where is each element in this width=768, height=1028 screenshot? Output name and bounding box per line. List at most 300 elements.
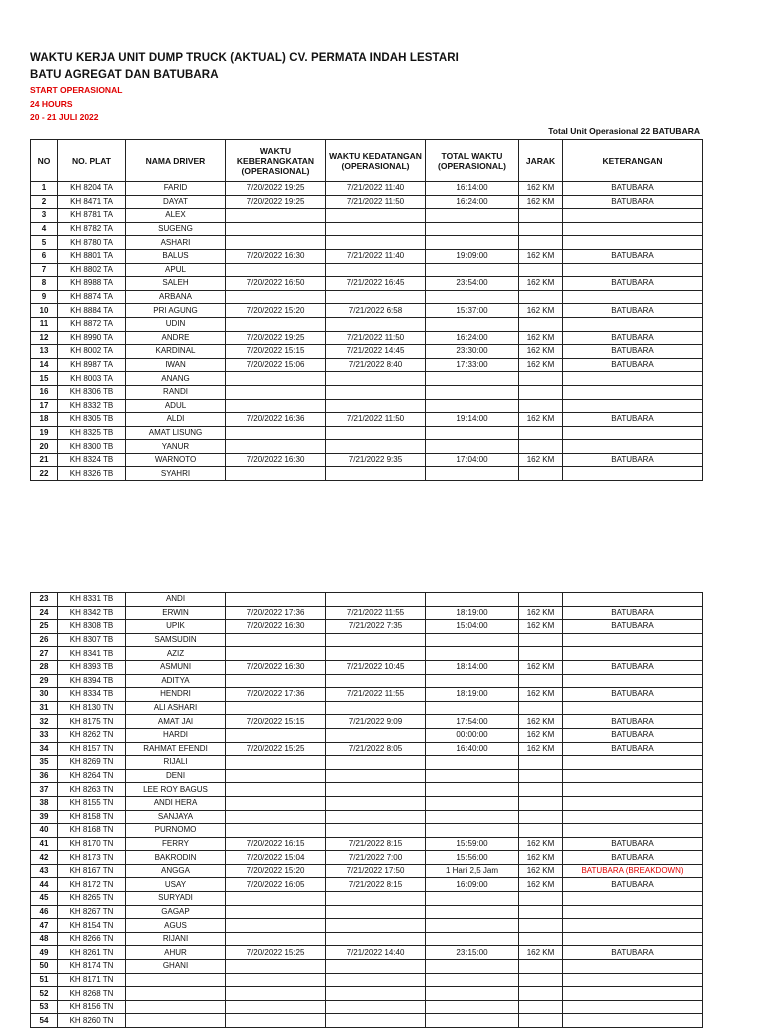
cell-departure: 7/20/2022 16:50	[226, 277, 326, 291]
cell-driver: HARDI	[126, 728, 226, 742]
document-subtitle: BATU AGREGAT DAN BATUBARA	[30, 69, 219, 81]
cell-departure	[226, 467, 326, 481]
cell-no: 41	[31, 837, 58, 851]
cell-no: 1	[31, 182, 58, 196]
cell-distance	[519, 701, 563, 715]
cell-no: 45	[31, 892, 58, 906]
cell-no: 52	[31, 987, 58, 1001]
cell-remarks: BATUBARA	[563, 358, 703, 372]
cell-driver: FERRY	[126, 837, 226, 851]
cell-total-time: 16:40:00	[426, 742, 519, 756]
cell-driver: DENI	[126, 769, 226, 783]
table-row	[31, 796, 703, 810]
cell-arrival	[326, 263, 426, 277]
cell-driver	[126, 973, 226, 987]
cell-distance	[519, 756, 563, 770]
cell-no: 4	[31, 222, 58, 236]
cell-driver: RAHMAT EFENDI	[126, 742, 226, 756]
cell-driver: KARDINAL	[126, 345, 226, 359]
cell-plate: KH 8306 TB	[58, 385, 126, 399]
cell-total-time	[426, 593, 519, 607]
cell-total-time	[426, 701, 519, 715]
table-row	[31, 345, 703, 359]
cell-remarks	[563, 236, 703, 250]
cell-distance: 162 KM	[519, 851, 563, 865]
cell-remarks	[563, 987, 703, 1001]
cell-plate: KH 8324 TB	[58, 453, 126, 467]
cell-total-time	[426, 769, 519, 783]
cell-distance	[519, 932, 563, 946]
cell-driver: ALEX	[126, 209, 226, 223]
cell-distance: 162 KM	[519, 195, 563, 209]
cell-total-time: 18:19:00	[426, 606, 519, 620]
cell-distance	[519, 905, 563, 919]
cell-plate: KH 8130 TN	[58, 701, 126, 715]
cell-driver: YANUR	[126, 440, 226, 454]
cell-driver: AMAT LISUNG	[126, 426, 226, 440]
cell-arrival	[326, 783, 426, 797]
cell-total-time: 16:09:00	[426, 878, 519, 892]
cell-plate: KH 8167 TN	[58, 864, 126, 878]
header-distance: JARAK	[519, 140, 563, 182]
cell-remarks	[563, 932, 703, 946]
cell-distance: 162 KM	[519, 946, 563, 960]
cell-driver: WARNOTO	[126, 453, 226, 467]
cell-remarks: BATUBARA	[563, 331, 703, 345]
table-row	[31, 742, 703, 756]
cell-distance	[519, 783, 563, 797]
cell-driver: HENDRI	[126, 688, 226, 702]
cell-no: 23	[31, 593, 58, 607]
cell-arrival: 7/21/2022 9:35	[326, 453, 426, 467]
cell-total-time: 15:56:00	[426, 851, 519, 865]
table-row	[31, 769, 703, 783]
table-row	[31, 810, 703, 824]
cell-departure	[226, 236, 326, 250]
cell-departure	[226, 399, 326, 413]
cell-arrival	[326, 467, 426, 481]
cell-total-time	[426, 290, 519, 304]
cell-no: 26	[31, 633, 58, 647]
cell-arrival	[326, 810, 426, 824]
cell-no: 40	[31, 824, 58, 838]
cell-departure	[226, 385, 326, 399]
cell-arrival: 7/21/2022 6:58	[326, 304, 426, 318]
cell-driver: AZIZ	[126, 647, 226, 661]
cell-total-time: 23:15:00	[426, 946, 519, 960]
cell-plate: KH 8393 TB	[58, 660, 126, 674]
cell-arrival	[326, 674, 426, 688]
cell-distance	[519, 647, 563, 661]
cell-total-time	[426, 399, 519, 413]
cell-departure	[226, 892, 326, 906]
cell-driver: PURNOMO	[126, 824, 226, 838]
cell-remarks	[563, 796, 703, 810]
cell-plate: KH 8263 TN	[58, 783, 126, 797]
cell-arrival: 7/21/2022 11:50	[326, 195, 426, 209]
cell-arrival	[326, 317, 426, 331]
cell-remarks	[563, 824, 703, 838]
cell-distance	[519, 633, 563, 647]
cell-no: 47	[31, 919, 58, 933]
header-arrival: WAKTU KEDATANGAN (OPERASIONAL)	[326, 140, 426, 182]
cell-plate: KH 8471 TA	[58, 195, 126, 209]
header-driver: NAMA DRIVER	[126, 140, 226, 182]
cell-no: 9	[31, 290, 58, 304]
cell-plate: KH 8300 TB	[58, 440, 126, 454]
cell-departure: 7/20/2022 17:36	[226, 688, 326, 702]
cell-distance	[519, 1014, 563, 1028]
cell-total-time: 15:37:00	[426, 304, 519, 318]
cell-departure: 7/20/2022 15:25	[226, 742, 326, 756]
cell-arrival	[326, 209, 426, 223]
cell-plate: KH 8264 TN	[58, 769, 126, 783]
cell-distance	[519, 796, 563, 810]
cell-plate: KH 8157 TN	[58, 742, 126, 756]
table-row	[31, 1014, 703, 1028]
cell-departure: 7/20/2022 16:30	[226, 660, 326, 674]
cell-remarks: BATUBARA	[563, 277, 703, 291]
start-label: START OPERASIONAL	[30, 85, 123, 95]
cell-no: 53	[31, 1000, 58, 1014]
cell-remarks	[563, 1000, 703, 1014]
table-row	[31, 864, 703, 878]
cell-total-time: 16:24:00	[426, 331, 519, 345]
cell-arrival: 7/21/2022 7:00	[326, 851, 426, 865]
cell-distance	[519, 1000, 563, 1014]
cell-no: 31	[31, 701, 58, 715]
cell-remarks	[563, 426, 703, 440]
cell-no: 21	[31, 453, 58, 467]
cell-distance	[519, 440, 563, 454]
table-row	[31, 905, 703, 919]
cell-remarks: BATUBARA	[563, 742, 703, 756]
table-row	[31, 688, 703, 702]
cell-no: 5	[31, 236, 58, 250]
cell-plate: KH 8326 TB	[58, 467, 126, 481]
cell-remarks	[563, 372, 703, 386]
table-row	[31, 756, 703, 770]
cell-plate: KH 8170 TN	[58, 837, 126, 851]
table-header-row	[31, 140, 703, 182]
total-unit-label: Total Unit Operasional 22 BATUBARA	[548, 126, 700, 136]
cell-total-time	[426, 919, 519, 933]
cell-driver: SUGENG	[126, 222, 226, 236]
cell-total-time	[426, 440, 519, 454]
cell-total-time: 16:14:00	[426, 182, 519, 196]
cell-plate: KH 8156 TN	[58, 1000, 126, 1014]
cell-no: 14	[31, 358, 58, 372]
cell-distance: 162 KM	[519, 728, 563, 742]
cell-distance: 162 KM	[519, 331, 563, 345]
cell-no: 3	[31, 209, 58, 223]
table-row	[31, 195, 703, 209]
cell-total-time: 17:54:00	[426, 715, 519, 729]
cell-driver: LEE ROY BAGUS	[126, 783, 226, 797]
cell-remarks	[563, 209, 703, 223]
cell-total-time	[426, 222, 519, 236]
cell-distance: 162 KM	[519, 182, 563, 196]
cell-distance	[519, 919, 563, 933]
cell-arrival	[326, 796, 426, 810]
cell-arrival	[326, 973, 426, 987]
cell-driver: ERWIN	[126, 606, 226, 620]
cell-arrival: 7/21/2022 17:50	[326, 864, 426, 878]
table-row	[31, 919, 703, 933]
cell-plate: KH 8305 TB	[58, 413, 126, 427]
cell-total-time	[426, 892, 519, 906]
cell-no: 33	[31, 728, 58, 742]
cell-no: 25	[31, 620, 58, 634]
cell-total-time	[426, 756, 519, 770]
cell-plate: KH 8173 TN	[58, 851, 126, 865]
cell-driver: AGUS	[126, 919, 226, 933]
cell-total-time: 19:09:00	[426, 249, 519, 263]
cell-departure	[226, 647, 326, 661]
cell-remarks	[563, 810, 703, 824]
cell-arrival: 7/21/2022 7:35	[326, 620, 426, 634]
cell-departure	[226, 810, 326, 824]
table-row	[31, 674, 703, 688]
cell-remarks	[563, 973, 703, 987]
cell-distance	[519, 810, 563, 824]
table-row	[31, 851, 703, 865]
cell-distance: 162 KM	[519, 715, 563, 729]
cell-no: 37	[31, 783, 58, 797]
cell-driver: ALDI	[126, 413, 226, 427]
cell-departure	[226, 263, 326, 277]
cell-plate: KH 8204 TA	[58, 182, 126, 196]
cell-departure: 7/20/2022 16:15	[226, 837, 326, 851]
cell-arrival: 7/21/2022 10:45	[326, 660, 426, 674]
cell-remarks	[563, 769, 703, 783]
cell-no: 29	[31, 674, 58, 688]
table-row	[31, 837, 703, 851]
cell-driver: GAGAP	[126, 905, 226, 919]
cell-distance: 162 KM	[519, 660, 563, 674]
cell-no: 11	[31, 317, 58, 331]
date-label: 20 - 21 JULI 2022	[30, 112, 99, 122]
cell-no: 16	[31, 385, 58, 399]
table-row	[31, 701, 703, 715]
cell-plate: KH 8266 TN	[58, 932, 126, 946]
cell-departure: 7/20/2022 16:05	[226, 878, 326, 892]
cell-departure: 7/20/2022 15:20	[226, 864, 326, 878]
table-row	[31, 715, 703, 729]
table-row	[31, 304, 703, 318]
cell-no: 36	[31, 769, 58, 783]
cell-total-time: 1 Hari 2,5 Jam	[426, 864, 519, 878]
cell-plate: KH 8332 TB	[58, 399, 126, 413]
document-title: WAKTU KERJA UNIT DUMP TRUCK (AKTUAL) CV. PERMATA INDAH LESTARI	[30, 52, 459, 64]
cell-total-time	[426, 783, 519, 797]
cell-distance	[519, 426, 563, 440]
cell-distance: 162 KM	[519, 837, 563, 851]
cell-departure	[226, 440, 326, 454]
cell-remarks	[563, 783, 703, 797]
cell-total-time: 17:04:00	[426, 453, 519, 467]
cell-total-time	[426, 1000, 519, 1014]
cell-distance: 162 KM	[519, 358, 563, 372]
cell-arrival	[326, 728, 426, 742]
cell-driver: UDIN	[126, 317, 226, 331]
table-row	[31, 182, 703, 196]
cell-departure	[226, 222, 326, 236]
cell-distance: 162 KM	[519, 345, 563, 359]
cell-driver: ANDRE	[126, 331, 226, 345]
table-row	[31, 385, 703, 399]
cell-arrival	[326, 769, 426, 783]
cell-distance	[519, 593, 563, 607]
cell-driver: ADUL	[126, 399, 226, 413]
cell-departure: 7/20/2022 15:20	[226, 304, 326, 318]
cell-plate: KH 8781 TA	[58, 209, 126, 223]
table-row	[31, 331, 703, 345]
cell-arrival: 7/21/2022 11:40	[326, 249, 426, 263]
cell-no: 17	[31, 399, 58, 413]
cell-total-time	[426, 426, 519, 440]
cell-plate: KH 8175 TN	[58, 715, 126, 729]
cell-remarks: BATUBARA	[563, 728, 703, 742]
table-row	[31, 973, 703, 987]
table-row	[31, 783, 703, 797]
table-row	[31, 1000, 703, 1014]
cell-distance: 162 KM	[519, 878, 563, 892]
cell-departure	[226, 209, 326, 223]
cell-total-time: 23:54:00	[426, 277, 519, 291]
cell-total-time	[426, 263, 519, 277]
cell-plate: KH 8884 TA	[58, 304, 126, 318]
cell-driver: ANDI	[126, 593, 226, 607]
cell-remarks	[563, 593, 703, 607]
cell-remarks	[563, 385, 703, 399]
cell-departure	[226, 593, 326, 607]
table-row	[31, 236, 703, 250]
cell-remarks: BATUBARA	[563, 946, 703, 960]
cell-distance	[519, 209, 563, 223]
cell-plate: KH 8154 TN	[58, 919, 126, 933]
cell-remarks: BATUBARA	[563, 660, 703, 674]
cell-plate: KH 8261 TN	[58, 946, 126, 960]
cell-plate: KH 8002 TA	[58, 345, 126, 359]
cell-no: 38	[31, 796, 58, 810]
cell-no: 12	[31, 331, 58, 345]
cell-total-time: 16:24:00	[426, 195, 519, 209]
table-row	[31, 249, 703, 263]
cell-distance	[519, 769, 563, 783]
cell-no: 50	[31, 960, 58, 974]
cell-departure: 7/20/2022 19:25	[226, 331, 326, 345]
cell-remarks: BATUBARA	[563, 249, 703, 263]
cell-driver: BALUS	[126, 249, 226, 263]
header-remarks: KETERANGAN	[563, 140, 703, 182]
cell-total-time	[426, 633, 519, 647]
cell-plate: KH 8155 TN	[58, 796, 126, 810]
cell-total-time	[426, 467, 519, 481]
cell-plate: KH 8308 TB	[58, 620, 126, 634]
cell-no: 22	[31, 467, 58, 481]
cell-remarks: BATUBARA	[563, 851, 703, 865]
cell-remarks	[563, 1014, 703, 1028]
table-row	[31, 620, 703, 634]
cell-plate: KH 8341 TB	[58, 647, 126, 661]
cell-distance	[519, 824, 563, 838]
cell-departure	[226, 960, 326, 974]
table-row	[31, 263, 703, 277]
cell-no: 6	[31, 249, 58, 263]
cell-arrival	[326, 1000, 426, 1014]
cell-arrival: 7/21/2022 11:50	[326, 413, 426, 427]
cell-departure: 7/20/2022 15:25	[226, 946, 326, 960]
header-no: NO	[31, 140, 58, 182]
cell-arrival	[326, 399, 426, 413]
cell-departure: 7/20/2022 16:30	[226, 620, 326, 634]
cell-driver: UPIK	[126, 620, 226, 634]
header-total-time: TOTAL WAKTU (OPERASIONAL)	[426, 140, 519, 182]
cell-arrival: 7/21/2022 11:40	[326, 182, 426, 196]
cell-no: 2	[31, 195, 58, 209]
table-row	[31, 606, 703, 620]
cell-remarks: BATUBARA	[563, 413, 703, 427]
cell-arrival: 7/21/2022 11:50	[326, 331, 426, 345]
table-row	[31, 440, 703, 454]
cell-arrival	[326, 1014, 426, 1028]
table-row	[31, 660, 703, 674]
cell-driver: ALI ASHARI	[126, 701, 226, 715]
cell-arrival	[326, 892, 426, 906]
cell-driver: APUL	[126, 263, 226, 277]
cell-total-time: 00:00:00	[426, 728, 519, 742]
cell-plate: KH 8874 TA	[58, 290, 126, 304]
table-row	[31, 413, 703, 427]
header-plate: NO. PLAT	[58, 140, 126, 182]
cell-plate: KH 8780 TA	[58, 236, 126, 250]
cell-arrival: 7/21/2022 9:09	[326, 715, 426, 729]
cell-total-time	[426, 973, 519, 987]
cell-remarks	[563, 399, 703, 413]
cell-remarks	[563, 905, 703, 919]
cell-remarks	[563, 440, 703, 454]
cell-departure: 7/20/2022 17:36	[226, 606, 326, 620]
cell-departure	[226, 973, 326, 987]
cell-total-time	[426, 317, 519, 331]
table-row	[31, 209, 703, 223]
cell-no: 35	[31, 756, 58, 770]
cell-departure	[226, 290, 326, 304]
cell-no: 43	[31, 864, 58, 878]
cell-driver: ANGGA	[126, 864, 226, 878]
cell-plate: KH 8987 TA	[58, 358, 126, 372]
cell-plate: KH 8331 TB	[58, 593, 126, 607]
cell-plate: KH 8168 TN	[58, 824, 126, 838]
cell-distance: 162 KM	[519, 606, 563, 620]
cell-remarks: BATUBARA	[563, 453, 703, 467]
cell-distance: 162 KM	[519, 277, 563, 291]
cell-plate: KH 8265 TN	[58, 892, 126, 906]
cell-arrival	[326, 593, 426, 607]
cell-departure	[226, 796, 326, 810]
cell-departure: 7/20/2022 16:36	[226, 413, 326, 427]
cell-plate: KH 8988 TA	[58, 277, 126, 291]
cell-departure	[226, 633, 326, 647]
cell-driver: ADITYA	[126, 674, 226, 688]
cell-departure: 7/20/2022 15:04	[226, 851, 326, 865]
cell-distance	[519, 960, 563, 974]
cell-driver	[126, 1000, 226, 1014]
table-row	[31, 277, 703, 291]
cell-plate: KH 8171 TN	[58, 973, 126, 987]
cell-distance	[519, 290, 563, 304]
